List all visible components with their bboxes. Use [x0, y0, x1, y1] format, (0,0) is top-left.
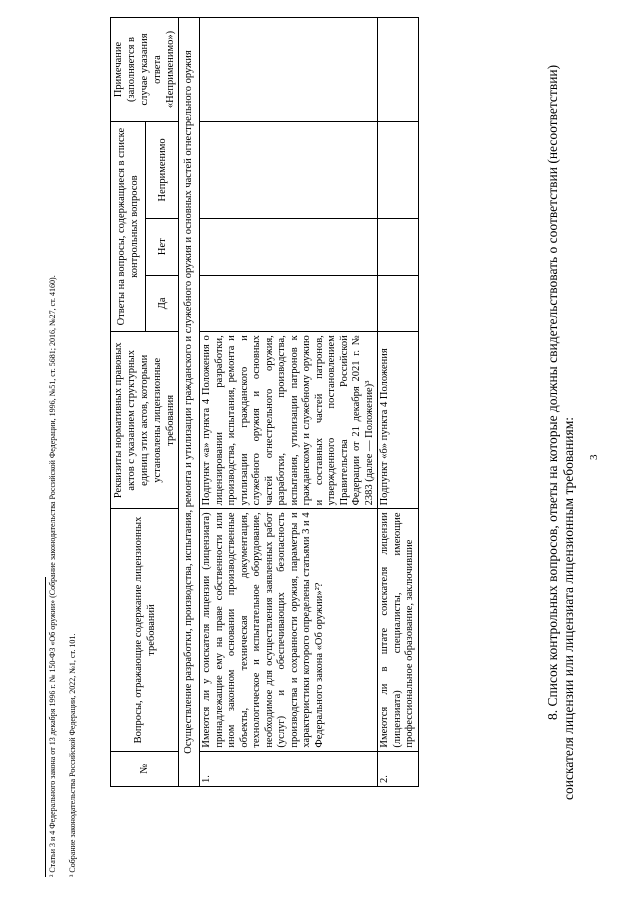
header-answers: Ответы на вопросы, содержащиеся в списке контрольных вопросов	[111, 121, 146, 331]
section-title	[545, 20, 577, 800]
footnote-3: ³ Собрание законодательства Российской Федерации, 2022, №1, ст. 101.	[68, 633, 77, 877]
note-cell[interactable]	[200, 18, 378, 122]
checklist-table	[110, 17, 419, 787]
row-num: 2.	[378, 751, 419, 786]
header-yes: Да	[146, 275, 179, 332]
answer-na-cell[interactable]	[378, 121, 419, 218]
footnote-2: ² Статьи 3 и 4 Федерального закона от 13 декабря 1996 г. № 150-ФЗ «Об оружии» (Собрание законодательства Российской Федерации, 1996, №51, ст. 5681; 2016, №27, ст. 4160).	[48, 275, 57, 877]
header-no: Нет	[146, 218, 179, 275]
section-row: Осуществление разработки, производства, испытания, ремонта и утилизации гражданского и служебного оружия и основных частей огнестрельного оружия	[179, 18, 200, 787]
answer-no-cell[interactable]	[378, 218, 419, 275]
answer-yes-cell[interactable]	[378, 275, 419, 332]
header-note: Примечание (заполняется в случае указания ответа «Неприменимо»)	[111, 18, 179, 122]
row-num: 1.	[200, 751, 378, 786]
title-line-2: соискателя лицензии или лицензиата лицензионным требованиям:	[561, 416, 576, 800]
answer-no-cell[interactable]	[200, 218, 378, 275]
row-requisite: Подпункт «а» пункта 4 Положения о лицензировании разработки, производства, испытания, ремонта и утилизации гражданского и служебного оружия и основных частей огнестрельного оружия, разработки, производства, испытания, утилизации патронов к гражданскому и служебному оружию и составных частей патронов, утвержденного постановлением Правительства Российской Федерации от 21 декабря 2021 г. № 2383 (далее — Положение)³	[200, 332, 378, 509]
header-num: №	[111, 751, 179, 786]
table-row	[378, 18, 419, 787]
header-questions: Вопросы, отражающие содержание лицензионных требований	[111, 509, 179, 751]
row-requisite: Подпункт «б» пункта 4 Положения	[378, 332, 419, 509]
title-line-1: 8. Список контрольных вопросов, ответы на которые должны свидетельствовать о соответствии (несоответствии)	[545, 64, 560, 720]
note-cell[interactable]	[378, 18, 419, 122]
row-question: Имеются ли у соискателя лицензии (лицензиата) принадлежащие ему на праве собственности или ином законном основании производственные объекты, техническая документация, технологическое и испытательное оборудование, необходимое для осуществления заявленных работ (услуг) и обеспечивающих безопасность производства и сохранности оружия, параметры и характеристики которого определены статьями 3 и 4 Федерального закона «Об оружии»²?	[200, 509, 378, 751]
header-na: Неприменимо	[146, 121, 179, 218]
footnote-divider	[45, 577, 46, 877]
page-number: 3	[588, 454, 600, 460]
answer-na-cell[interactable]	[200, 121, 378, 218]
table-row	[200, 18, 378, 787]
header-requisites: Реквизиты нормативных правовых актов с указанием структурных единиц этих актов, которыми установлены лицензионные требования	[111, 332, 179, 509]
answer-yes-cell[interactable]	[200, 275, 378, 332]
row-question: Имеются ли в штате соискателя лицензии (лицензиата) специалисты, имеющие профессиональное образование, заключившие	[378, 509, 419, 751]
